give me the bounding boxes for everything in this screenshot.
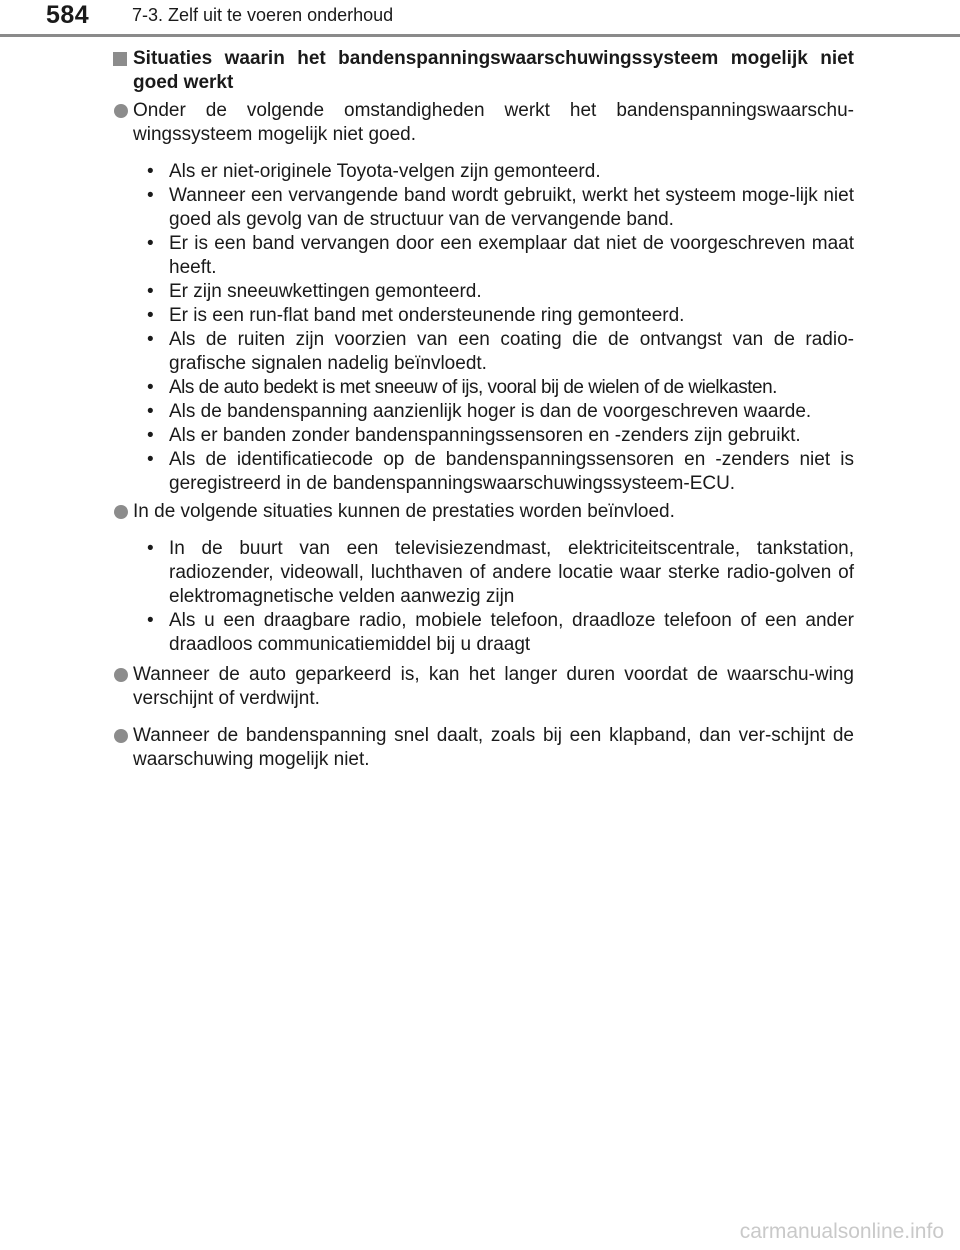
sub-list-item [133, 232, 854, 280]
sub-list-item-text: Als u een draagbare radio, mobiele telefoon, draadloze telefoon of een ander draadloos communicatiemiddel bij u draagt [169, 610, 854, 655]
sub-list-item-text: Er is een band vervangen door een exemplaar dat niet de voorgeschreven maat heeft. [169, 233, 854, 278]
sub-list-item [133, 609, 854, 657]
sub-list-item [133, 400, 854, 424]
page-content [112, 47, 854, 772]
circle-bullet-icon [114, 729, 128, 743]
sub-list-item-text: In de buurt van een televisiezendmast, elektriciteitscentrale, tankstation, radiozender, videowall, luchthaven of andere locatie waar sterke radio-golven of elektromagnetische velden aanwezig zijn [169, 538, 854, 607]
sub-list-item-text: Als de identificatiecode op de bandenspanningssensoren en -zenders niet is geregistreerd in de bandenspanningswaarschuwingssysteem-ECU. [169, 449, 854, 494]
page-number: 584 [46, 1, 90, 29]
sub-list-item [133, 424, 854, 448]
sub-list-item-text: Als de bandenspanning aanzienlijk hoger is dan de voorgeschreven waarde. [169, 401, 812, 422]
dot-bullet-icon: • [147, 377, 154, 398]
list-item-text: Wanneer de auto geparkeerd is, kan het langer duren voordat de waarschu-wing verschijnt of verdwijnt. [133, 664, 854, 709]
chapter-title: 7-3. Zelf uit te voeren onderhoud [132, 5, 394, 25]
header-divider [0, 34, 960, 37]
dot-bullet-icon: • [147, 610, 154, 631]
dot-bullet-icon: • [147, 449, 154, 470]
sub-list-item-text: Als de ruiten zijn voorzien van een coating die de ontvangst van de radio-grafische signalen nadelig beïnvloedt. [169, 329, 854, 374]
dot-bullet-icon: • [147, 329, 154, 350]
dot-bullet-icon: • [147, 233, 154, 254]
sub-list-item [133, 376, 854, 400]
list-item [112, 500, 854, 524]
dot-bullet-icon: • [147, 281, 154, 302]
dot-bullet-icon: • [147, 305, 154, 326]
sub-list-item [133, 448, 854, 496]
sub-list-item [133, 160, 854, 184]
watermark-text: carmanualsonline.info [739, 1220, 944, 1243]
circle-bullet-icon [114, 668, 128, 682]
circle-bullet-icon [114, 505, 128, 519]
square-bullet-icon [113, 52, 127, 66]
circle-bullet-icon [114, 104, 128, 118]
sub-list-item-text: Als er niet-originele Toyota-velgen zijn gemonteerd. [169, 161, 601, 182]
list-item [112, 99, 854, 147]
sub-list-item [133, 184, 854, 232]
list-item-text: Onder de volgende omstandigheden werkt het bandenspanningswaarschu-wingssysteem mogelijk niet goed. [133, 100, 854, 145]
section-heading [112, 47, 854, 95]
list-item-text: Wanneer de bandenspanning snel daalt, zoals bij een klapband, dan ver-schijnt de waarschuwing mogelijk niet. [133, 725, 854, 770]
list-item [112, 724, 854, 772]
sub-list-item [133, 304, 854, 328]
sub-list-item-text: Wanneer een vervangende band wordt gebruikt, werkt het systeem moge-lijk niet goed als gevolg van de structuur van de vervangende band. [169, 185, 854, 230]
list-item [112, 663, 854, 711]
sub-list [112, 537, 854, 657]
sub-list-item-text: Er is een run-flat band met ondersteunende ring gemonteerd. [169, 305, 685, 326]
section-heading-text: Situaties waarin het bandenspanningswaarschuwingssysteem mogelijk niet goed werkt [133, 48, 854, 93]
sub-list-item [133, 537, 854, 609]
dot-bullet-icon: • [147, 161, 154, 182]
dot-bullet-icon: • [147, 401, 154, 422]
sub-list-item-text: Als er banden zonder bandenspanningssensoren en -zenders zijn gebruikt. [169, 425, 801, 446]
dot-bullet-icon: • [147, 538, 154, 559]
sub-list-item [133, 280, 854, 304]
sub-list-item-text: Als de auto bedekt is met sneeuw of ijs, vooral bij de wielen of de wielkasten. [169, 377, 777, 398]
sub-list [112, 160, 854, 496]
sub-list-item-text: Er zijn sneeuwkettingen gemonteerd. [169, 281, 482, 302]
sub-list-item [133, 328, 854, 376]
list-item-text: In de volgende situaties kunnen de prestaties worden beïnvloed. [133, 501, 675, 522]
dot-bullet-icon: • [147, 185, 154, 206]
dot-bullet-icon: • [147, 425, 154, 446]
